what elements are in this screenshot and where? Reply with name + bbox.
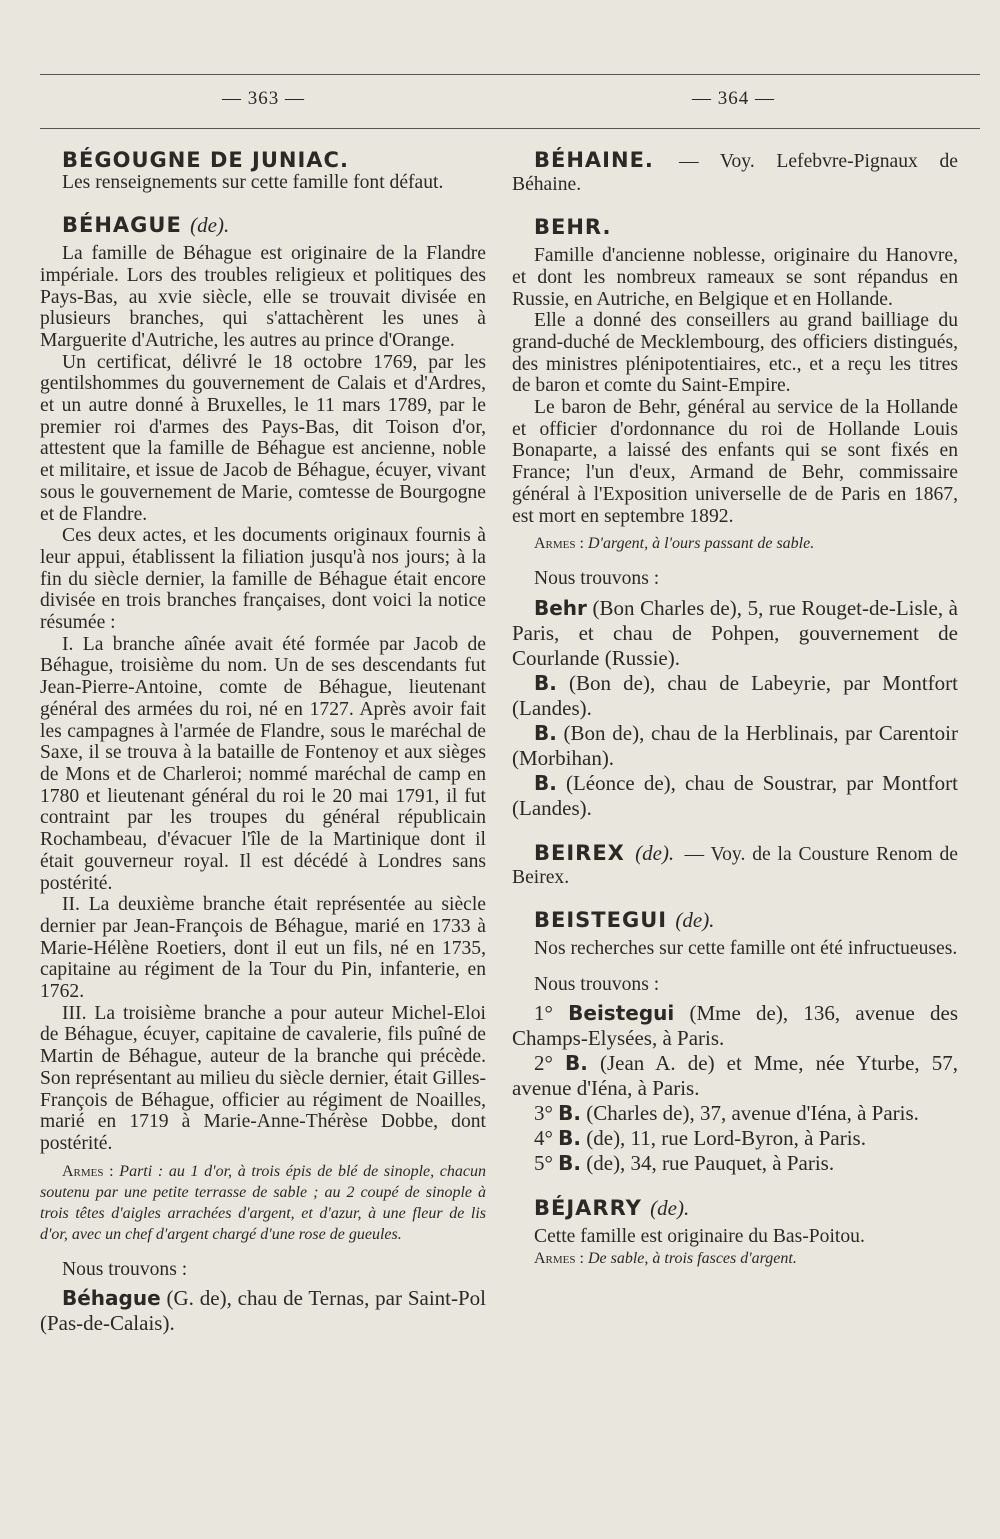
beistegui-entry-2-name: B. — [565, 1051, 588, 1076]
behague-nous-trouvons: Nous trouvons : — [62, 1258, 188, 1280]
beistegui-text: Nos recherches sur cette famille ont été infructueuses. — [534, 938, 958, 960]
behague-paragraph-5: II. La deuxième branche était représentée au siècle dernier par Jean-François de Béhague, marié en 1733 à Marie-Hélène Roetiers, dont il eut un fils, né en 1735, capitaine au régiment de la Tour du Pin, infanterie, en 1762. — [40, 894, 486, 1003]
begougne-heading: BÉGOUGNE DE JUNIAC. — [62, 148, 349, 172]
behaine-voy: — Voy. Lefebvre-Pignaux de Béhaine. — [512, 151, 958, 195]
behr-entry-1 — [512, 596, 958, 671]
behaine-heading-name: BÉHAINE. — [534, 148, 654, 172]
behr-entry-1-rest: (Bon Charles de), 5, rue Rouget-de-Lisle, à Paris, et chau de Pohpen, gouvernement de Courlande (Russie). — [512, 595, 958, 670]
beistegui-entry-2-rest: (Jean A. de) et Mme, née Yturbe, 57, avenue d'Iéna, à Paris. — [512, 1051, 958, 1101]
beistegui-heading-de: (de). — [675, 908, 715, 933]
behr-armes-text: D'argent, à l'ours passant de sable. — [587, 535, 815, 553]
top-rule — [40, 74, 980, 75]
behr-entry-3-rest: (Bon de), chau de la Herblinais, par Carentoir (Morbihan). — [512, 720, 958, 770]
behague-paragraph-1: La famille de Béhague est originaire de la Flandre impériale. Lors des troubles religieux et politiques des Pays-Bas, au xvie siècle, elle se trouvait divisée en plusieurs branches, qui s'attachèrent les unes à Marguerite d'Autriche, les autres au prince d'Orange. — [40, 243, 486, 351]
bejarry-heading-de: (de). — [650, 1196, 690, 1221]
beirex-voy: — Voy. de la Cousture Renom de Beirex. — [512, 843, 959, 888]
behr-armes-label: Armes : — [534, 535, 584, 553]
behr-paragraph-3: Le baron de Behr, général au service de la Hollande et officier d'ordonnance du roi de Hollande Louis Bonaparte, a laissé des enfants qui se sont fixés en France; l'un d'eux, Armand de Behr, commissaire général à l'Exposition universelle de de Paris en 1867, est mort en septembre 1892. — [512, 397, 958, 527]
behr-nous-trouvons: Nous trouvons : — [534, 568, 660, 590]
behr-entry-2-name: B. — [534, 670, 557, 695]
behr-paragraph-2: Elle a donné des conseillers au grand bailliage du grand-duché de Mecklembourg, des officiers distingués, des ministres plénipotentiaires, etc., et a reçu les titres de baron et comte du Saint-Empire. — [512, 310, 958, 397]
behague-armes — [40, 1161, 486, 1245]
page-number-right: — 364 — — [692, 88, 775, 109]
bejarry-text: Cette famille est originaire du Bas-Poitou. — [534, 1226, 865, 1248]
beistegui-nous-trouvons: Nous trouvons : — [534, 973, 660, 995]
beirex-heading — [512, 840, 959, 888]
behague-paragraph-4: I. La branche aînée avait été formée par Jacob de Béhague, troisième du nom. Un de ses descendants fut Jean-Pierre-Antoine, comte de Béhague, lieutenant général des armées du roi, né en 1727. Après avoir fait les campagnes à l'armée de Flandre, sous le maréchal de Saxe, il se trouva à la bataille de Fontenoy et aux sièges de Mons et de Charleroi; nommé maréchal de camp en 1780 et lieutenant général du roi le 20 mai 1791, il fut contraint par les troupes du général républicain Rochambeau, d'évacuer l'île de la Martinique dont il était gouverneur royal. Il est décédé à Londres sans postérité. — [40, 633, 486, 894]
beistegui-heading — [512, 910, 958, 932]
behague-armes-text: Parti : au 1 d'or, à trois épis de blé de sinople, chacun soutenu par une petite terrasse de sable ; au 2 coupé de sinople à trois têtes d'aigles arrachées d'argent, et d'azur, à une fleur de lis d'or, avec un chef d'argent chargé d'une rose de gueules. — [40, 1162, 487, 1243]
begougne-text: Les renseignements sur cette famille font défaut. — [62, 171, 444, 193]
beistegui-heading-name: BEISTEGUI — [534, 908, 668, 933]
bejarry-armes-text: De sable, à trois fasces d'argent. — [587, 1249, 797, 1267]
behague-entry-name: Béhague — [62, 1286, 161, 1311]
beistegui-entry-1 — [512, 1001, 958, 1051]
header-rule — [40, 128, 980, 129]
beirex-heading-name: BEIREX — [534, 840, 625, 865]
behague-entry — [40, 1286, 486, 1336]
beistegui-entry-3-num: 3° — [534, 1101, 553, 1126]
bejarry-heading-name: BÉJARRY — [534, 1196, 642, 1221]
behr-entry-2 — [512, 671, 958, 721]
behague-heading-de: (de). — [190, 213, 230, 238]
beistegui-entry-3-rest: (Charles de), 37, avenue d'Iéna, à Paris. — [586, 1101, 919, 1126]
beistegui-entry-1-name: Beistegui — [568, 1001, 675, 1026]
beistegui-entry-4-rest: (de), 11, rue Lord-Byron, à Paris. — [586, 1126, 866, 1151]
behr-entry-3 — [512, 721, 958, 771]
behr-armes — [512, 533, 958, 554]
beistegui-entry-5 — [512, 1151, 958, 1176]
beistegui-entry-4 — [512, 1126, 958, 1151]
behague-paragraph-6: III. La troisième branche a pour auteur Michel-Eloi de Béhague, écuyer, capitaine de cavalerie, fils puîné de Martin de Béhague, auteur de la branche qui précède. Son représentant au milieu du siècle dernier, était Gilles-François de Béhague, officier au régiment de Noailles, marié en 1719 à Marie-Anne-Thérèse Dobbe, dont postérité. — [40, 1002, 486, 1154]
behr-entry-2-rest: (Bon de), chau de Labeyrie, par Montfort (Landes). — [512, 670, 959, 720]
behague-heading — [40, 215, 486, 237]
behague-heading-name: BÉHAGUE — [62, 213, 182, 238]
behague-entry-rest: (G. de), chau de Ternas, par Saint-Pol (Pas-de-Calais). — [40, 1286, 487, 1336]
behr-entry-1-name: Behr — [534, 595, 587, 620]
beistegui-entry-2 — [512, 1051, 958, 1101]
beistegui-entry-1-num: 1° — [534, 1001, 553, 1026]
behague-paragraph-3: Ces deux actes, et les documents originaux fournis à leur appui, établissent la filiation jusqu'à nos jours; à la fin du siècle dernier, la famille de Béhague était encore divisée en trois branches françaises, dont voici la notice résumée : — [40, 525, 486, 634]
beistegui-entry-4-name: B. — [558, 1126, 581, 1151]
beistegui-entry-3 — [512, 1101, 958, 1126]
beistegui-entry-4-num: 4° — [534, 1126, 553, 1151]
behr-entry-4 — [512, 771, 958, 821]
beistegui-entry-5-name: B. — [558, 1151, 581, 1176]
left-column — [40, 150, 486, 1336]
bejarry-armes — [512, 1248, 958, 1269]
behague-paragraph-2: Un certificat, délivré le 18 octobre 1769, par les gentilshommes du gouvernement de Calais et d'Ardres, et un autre donné à Bruxelles, le 11 mars 1789, par le premier roi d'armes des Pays-Bas, dit Toison d'or, attestent que la famille de Béhague est ancienne, noble et militaire, et issue de Jacob de Béhague, écuyer, vivant sous le gouvernement de Marie, comtesse de Bourgogne et de Flandre. — [40, 351, 486, 525]
behr-entry-4-name: B. — [534, 770, 557, 795]
behr-entry-4-rest: (Léonce de), chau de Soustrar, par Montfort (Landes). — [512, 770, 959, 820]
beistegui-entry-5-num: 5° — [534, 1151, 553, 1176]
bejarry-armes-label: Armes : — [534, 1249, 584, 1267]
behr-entry-3-name: B. — [534, 720, 557, 745]
bejarry-heading — [512, 1198, 958, 1220]
behague-armes-label: Armes : — [62, 1162, 114, 1180]
beirex-heading-de: (de). — [635, 840, 675, 865]
beistegui-entry-3-name: B. — [558, 1101, 581, 1126]
beistegui-entry-1-rest: (Mme de), 136, avenue des Champs-Elysées, à Paris. — [512, 1001, 959, 1051]
behr-paragraph-1: Famille d'ancienne noblesse, originaire du Hanovre, et dont les nombreux rameaux se sont répandus en Russie, en Autriche, en Belgique et en Hollande. — [512, 245, 958, 310]
page-number-left: — 363 — — [222, 88, 305, 109]
right-column — [512, 150, 958, 1269]
beistegui-entry-5-rest: (de), 34, rue Pauquet, à Paris. — [586, 1151, 835, 1176]
behr-heading: BEHR. — [534, 215, 612, 240]
behaine-heading — [512, 150, 958, 195]
beistegui-entry-2-num: 2° — [534, 1051, 553, 1076]
